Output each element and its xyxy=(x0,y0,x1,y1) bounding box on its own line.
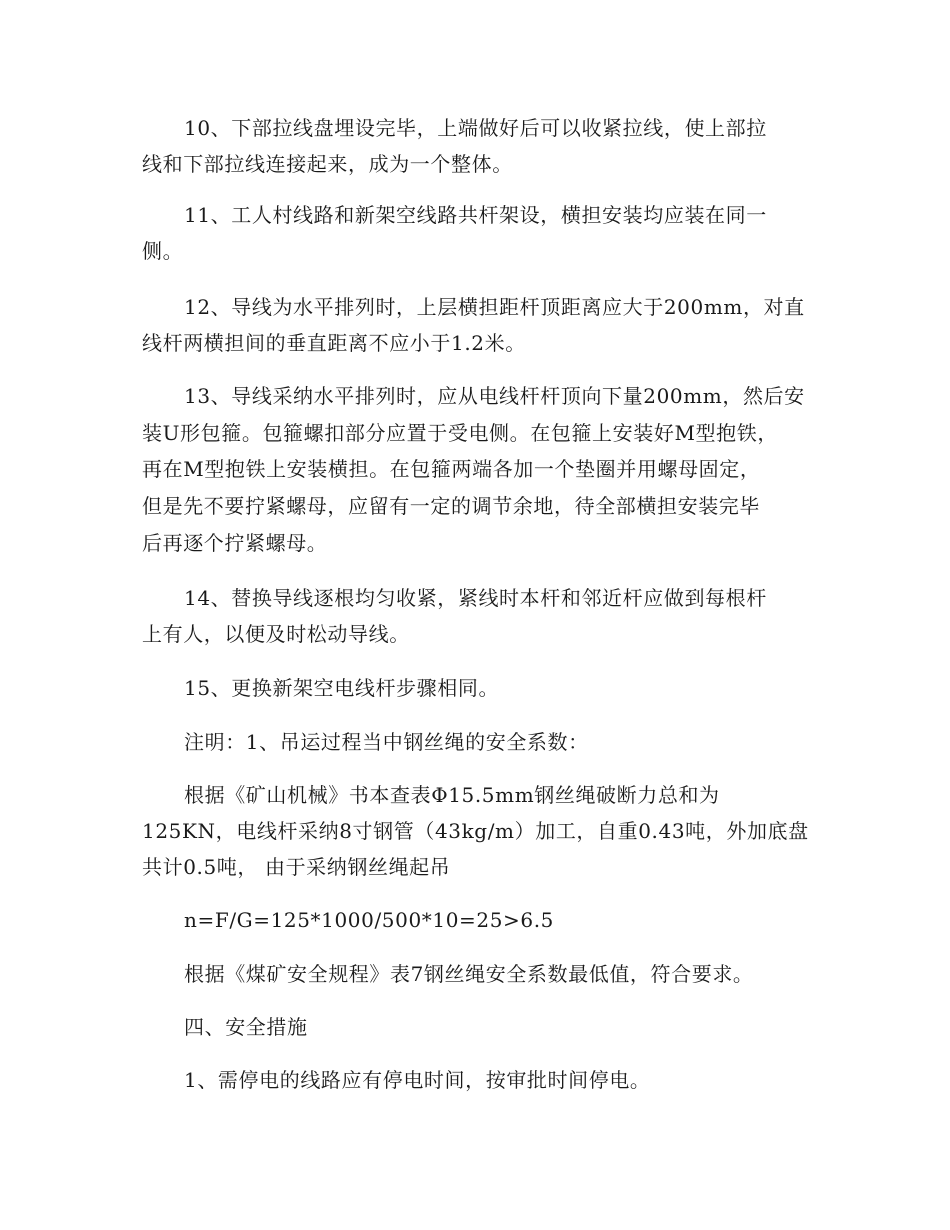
paragraph-12-line-1: 12、导线为水平排列时，上层横担距杆顶距离应大于200mm，对直 xyxy=(184,295,805,319)
paragraph-15: 15、更换新架空电线杆步骤相同。 xyxy=(184,676,500,700)
note-line-3: 共计0.5吨， 由于采纳钢丝绳起吊 xyxy=(142,855,451,879)
note-line-1: 根据《矿山机械》书本查表Φ15.5mm钢丝绳破断力总和为 xyxy=(184,783,720,807)
note-heading: 注明：1、吊运过程当中钢丝绳的安全系数： xyxy=(184,730,589,754)
paragraph-13-line-2: 装U形包箍。包箍螺扣部分应置于受电侧。在包箍上安装好M型抱铁， xyxy=(142,421,778,445)
paragraph-14-line-2: 上有人，以便及时松动导线。 xyxy=(142,622,410,646)
paragraph-14-line-1: 14、替换导线逐根均匀收紧，紧线时本杆和邻近杆应做到每根杆 xyxy=(184,586,767,610)
paragraph-13-line-3: 再在M型抱铁上安装横担。在包箍两端各加一个垫圈并用螺母固定， xyxy=(142,457,761,481)
paragraph-11-line-2: 侧。 xyxy=(142,239,184,263)
paragraph-10-line-2: 线和下部拉线连接起来，成为一个整体。 xyxy=(142,152,513,176)
regulation-line: 根据《煤矿安全规程》表7钢丝绳安全系数最低值，符合要求。 xyxy=(184,962,754,986)
measure-1: 1、需停电的线路应有停电时间，按审批时间停电。 xyxy=(184,1068,651,1092)
paragraph-10-line-1: 10、下部拉线盘埋设完毕，上端做好后可以收紧拉线，使上部拉 xyxy=(184,116,767,140)
paragraph-13-line-1: 13、导线采纳水平排列时，应从电线杆杆顶向下量200mm，然后安 xyxy=(184,384,805,408)
paragraph-11-line-1: 11、工人村线路和新架空线路共杆架设，横担安装均应装在同一 xyxy=(184,203,767,227)
section-heading: 四、安全措施 xyxy=(184,1015,308,1039)
note-line-2: 125KN，电线杆采纳8寸钢管（43kg/m）加工，自重0.43吨，外加底盘 xyxy=(142,819,809,843)
paragraph-13-line-5: 后再逐个拧紧螺母。 xyxy=(142,531,328,555)
formula-line: n=F/G=125*1000/500*10=25>6.5 xyxy=(184,908,554,932)
paragraph-13-line-4: 但是先不要拧紧螺母，应留有一定的调节余地，待全部横担安装完毕 xyxy=(142,494,760,518)
paragraph-12-line-2: 线杆两横担间的垂直距离不应小于1.2米。 xyxy=(142,331,526,355)
